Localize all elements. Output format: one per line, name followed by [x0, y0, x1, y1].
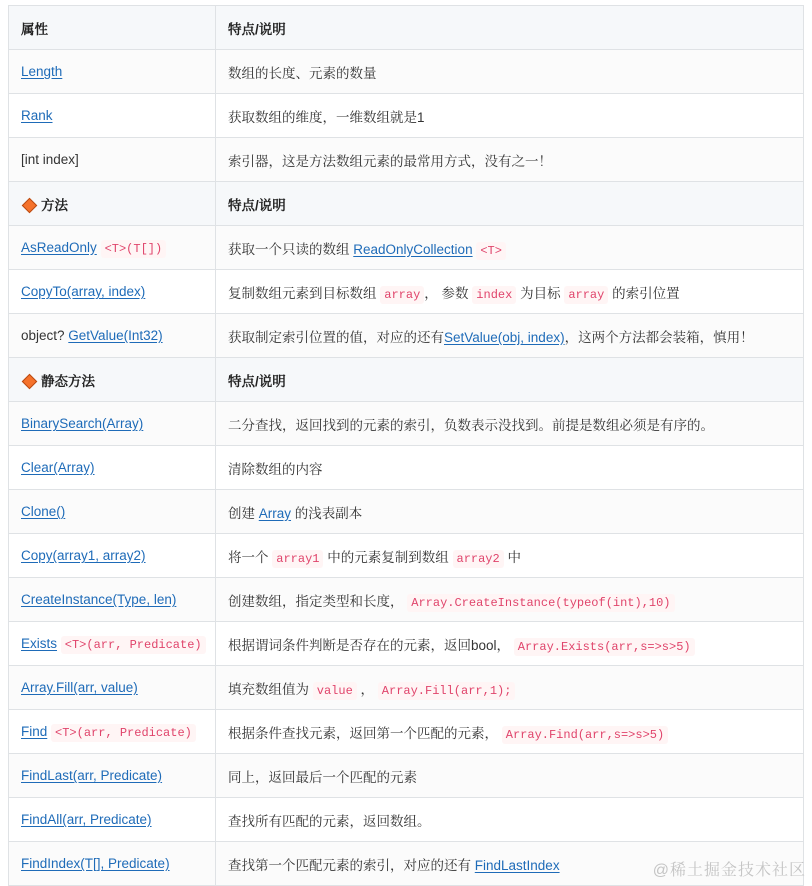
- diamond-icon: [22, 198, 38, 214]
- table-row: [9, 226, 804, 270]
- row-description: 数组的长度、元素的数量: [216, 50, 804, 94]
- row-description: 查找所有匹配的元素，返回数组。: [216, 798, 804, 842]
- link-asreadonly[interactable]: AsReadOnly: [21, 239, 97, 255]
- link-findlastindex[interactable]: FindLastIndex: [474, 857, 560, 873]
- inline-code: Array.Exists(arr,s=>s>5): [514, 638, 695, 656]
- table-row: [9, 270, 804, 314]
- inline-code: Array.Fill(arr,1);: [378, 682, 516, 700]
- section-description-header: 特点/说明: [216, 358, 804, 402]
- row-description: 索引器，这是方法数组元素的最常用方式，没有之一！: [216, 138, 804, 182]
- table-header: [9, 6, 804, 50]
- header-property: 属性: [9, 6, 216, 50]
- section-header-static-methods: [9, 358, 804, 402]
- row-description: ， 参数: [424, 285, 473, 301]
- inline-code: index: [472, 286, 516, 304]
- table-row: [9, 798, 804, 842]
- link-clone[interactable]: Clone(): [21, 504, 66, 519]
- row-description: 查找第一个匹配元素的索引，对应的还有: [228, 857, 475, 873]
- row-description: 中的元素复制到数组: [323, 549, 453, 565]
- row-description: 根据条件查找元素，返回第一个匹配的元素，: [228, 725, 502, 741]
- table-row: [9, 314, 804, 358]
- table-row: [9, 754, 804, 798]
- table-row: [9, 50, 804, 94]
- row-description: 清除数组的内容: [216, 446, 804, 490]
- table-row: [9, 402, 804, 446]
- row-description: 为目标: [516, 285, 565, 301]
- row-description: 创建: [228, 505, 259, 521]
- section-title: 方法: [41, 197, 68, 213]
- link-fill[interactable]: Array.Fill(arr, value): [21, 680, 138, 695]
- table-row: [9, 94, 804, 138]
- row-description: 的浅表副本: [291, 505, 363, 521]
- row-description: 的索引位置: [608, 285, 680, 301]
- link-findlast[interactable]: FindLast(arr, Predicate): [21, 768, 163, 783]
- link-copy[interactable]: Copy(array1, array2): [21, 548, 146, 563]
- link-exists[interactable]: Exists: [21, 635, 58, 651]
- link-createinstance[interactable]: CreateInstance(Type, len): [21, 592, 177, 607]
- generic-signature: <T>(arr, Predicate): [51, 724, 196, 742]
- row-description: 中: [503, 549, 521, 565]
- row-description: 二分查找，返回找到的元素的索引，负数表示没找到。前提是数组必须是有序的。: [216, 402, 804, 446]
- link-findall[interactable]: FindAll(arr, Predicate): [21, 812, 152, 827]
- link-rank[interactable]: Rank: [21, 108, 53, 123]
- header-description: 特点/说明: [216, 6, 804, 50]
- row-description: 同上，返回最后一个匹配的元素: [216, 754, 804, 798]
- generic-signature: <T>(T[]): [101, 240, 167, 258]
- link-clear[interactable]: Clear(Array): [21, 460, 95, 475]
- link-find[interactable]: Find: [21, 723, 48, 739]
- row-description: 创建数组，指定类型和长度，: [228, 593, 408, 609]
- link-binarysearch[interactable]: BinarySearch(Array): [21, 416, 144, 431]
- row-description: 获取一个只读的数组: [228, 241, 354, 257]
- section-description-header: 特点/说明: [216, 182, 804, 226]
- section-title: 静态方法: [41, 373, 95, 389]
- inline-code: Array.CreateInstance(typeof(int),10): [407, 594, 674, 612]
- row-description: 根据谓词条件判断是否存在的元素，返回bool，: [228, 637, 514, 653]
- row-description: 将一个: [228, 549, 273, 565]
- row-description: 获取制定索引位置的值，对应的还有: [228, 329, 444, 345]
- inline-code: array: [380, 286, 424, 304]
- property-indexer: [int index]: [9, 138, 216, 182]
- row-description: 复制数组元素到目标数组: [228, 285, 381, 301]
- return-type: object?: [21, 328, 69, 343]
- inline-code: Array.Find(arr,s=>s>5): [502, 726, 668, 744]
- inline-code: array: [564, 286, 608, 304]
- table-row: [9, 490, 804, 534]
- watermark: @稀土掘金技术社区: [652, 862, 806, 879]
- row-description: ，: [356, 681, 378, 697]
- inline-code: array1: [272, 550, 323, 568]
- section-header-methods: [9, 182, 804, 226]
- inline-code: array2: [453, 550, 504, 568]
- link-length[interactable]: Length: [21, 64, 63, 79]
- generic-signature: <T>(arr, Predicate): [61, 636, 206, 654]
- link-readonlycollection[interactable]: ReadOnlyCollection: [353, 241, 473, 257]
- link-findindex[interactable]: FindIndex(T[], Predicate): [21, 856, 170, 871]
- table-row: [9, 534, 804, 578]
- link-array[interactable]: Array: [258, 505, 292, 521]
- link-setvalue[interactable]: SetValue(obj, index): [444, 329, 565, 345]
- diamond-icon: [22, 374, 38, 390]
- inline-code: <T>: [476, 242, 506, 260]
- table-row: [9, 446, 804, 490]
- row-description: 填充数组值为: [228, 681, 313, 697]
- table-row: [9, 622, 804, 666]
- api-table: [8, 5, 804, 886]
- table-row: [9, 666, 804, 710]
- row-description: ，这两个方法都会装箱，慎用！: [564, 329, 754, 345]
- link-copyto[interactable]: CopyTo(array, index): [21, 284, 146, 299]
- link-getvalue[interactable]: GetValue(Int32): [68, 328, 163, 343]
- inline-code: value: [313, 682, 357, 700]
- table-row: [9, 710, 804, 754]
- table-row: [9, 138, 804, 182]
- row-description: 获取数组的维度，一维数组就是1: [216, 94, 804, 138]
- table-row: [9, 578, 804, 622]
